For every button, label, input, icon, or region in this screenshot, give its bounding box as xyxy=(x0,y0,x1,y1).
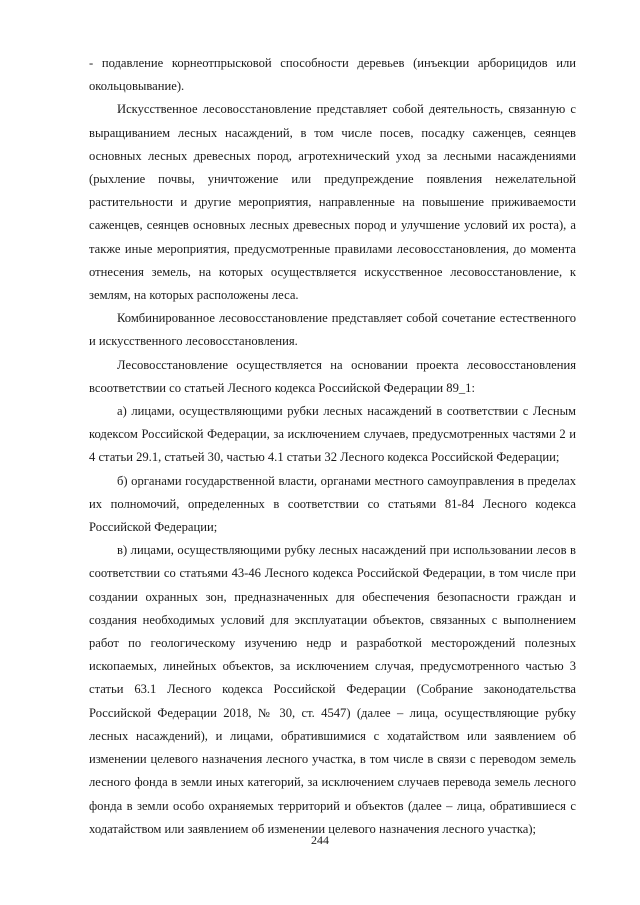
paragraph-item-a: а) лицами, осуществляющими рубки лесных насаждений в соответствии с Лесным кодексом Российской Федерации, за исключением случаев, предусмотренных частями 2 и 4 статьи 29.1, статьей 30, частью 4.1 статьи 32 Лесного кодекса Российской Федерации; xyxy=(89,404,576,465)
paragraph-artificial-reforestation: Искусственное лесовосстановление представляет собой деятельность, связанную с выращиванием лесных насаждений, в том числе посев, посадку саженцев, сеянцев основных лесных древесных пород, агротехнический уход за лесными насаждениями (рыхление почвы, уничтожение или предупреждение появления нежелательной растительности и другие мероприятия, направленные на повышение приживаемости саженцев, сеянцев основных лесных древесных пород и улучшение условий их роста), а также иные мероприятия, предусмотренные правилами лесовосстановления, до момента отнесения земель, на которых осуществляется искусственное лесовосстановление, к землям, на которых расположены леса. xyxy=(89,102,576,303)
document-body xyxy=(89,52,576,841)
paragraph-item-b: б) органами государственной власти, органами местного самоуправления в пределах их полномочий, определенных в соответствии со статьями 81-84 Лесного кодекса Российской Федерации; xyxy=(89,473,576,535)
paragraph-item-c: в) лицами, осуществляющими рубку лесных насаждений при использовании лесов в соответствии со статьями 43-46 Лесного кодекса Российской Федерации, в том числе при создании охранных зон, предназначенных для обеспечения безопасности граждан и создания необходимых условий для эксплуатации объектов, связанных с выполнением работ по геологическому изучению недр и разработкой месторождений полезных ископаемых, линейных объектов, за исключением случая, предусмотренного частью 3 статьи 63.1 Лесного кодекса Российской Федерации (Собрание законодательства Российской Федерации 2018, № 30, ст. 4547) (далее – лица, осуществляющие рубку лесных насаждений), и лицами, обратившимися с ходатайством или заявлением об изменении целевого назначения лесного участка, в том числе в связи с переводом земель лесного фонда в земли иных категорий, за исключением случаев перевода земель лесного фонда в земли особо охраняемых территорий и объектов (далее – лица, обратившиеся с ходатайством или заявлением об изменении целевого назначения лесного участка); xyxy=(89,543,576,836)
paragraph-continuation: - подавление корнеотпрысковой способности деревьев (инъекции арборицидов или окольцовывание). xyxy=(89,56,576,94)
paragraph-combined-reforestation: Комбинированное лесовосстановление представляет собой сочетание естественного и искусственного лесовосстановления. xyxy=(89,311,576,349)
page-number: 244 xyxy=(311,833,329,847)
paragraph-reforestation-basis: Лесовосстановление осуществляется на основании проекта лесовосстановления всоответствии со статьей Лесного кодекса Российской Федерации 89_1: xyxy=(89,357,576,395)
